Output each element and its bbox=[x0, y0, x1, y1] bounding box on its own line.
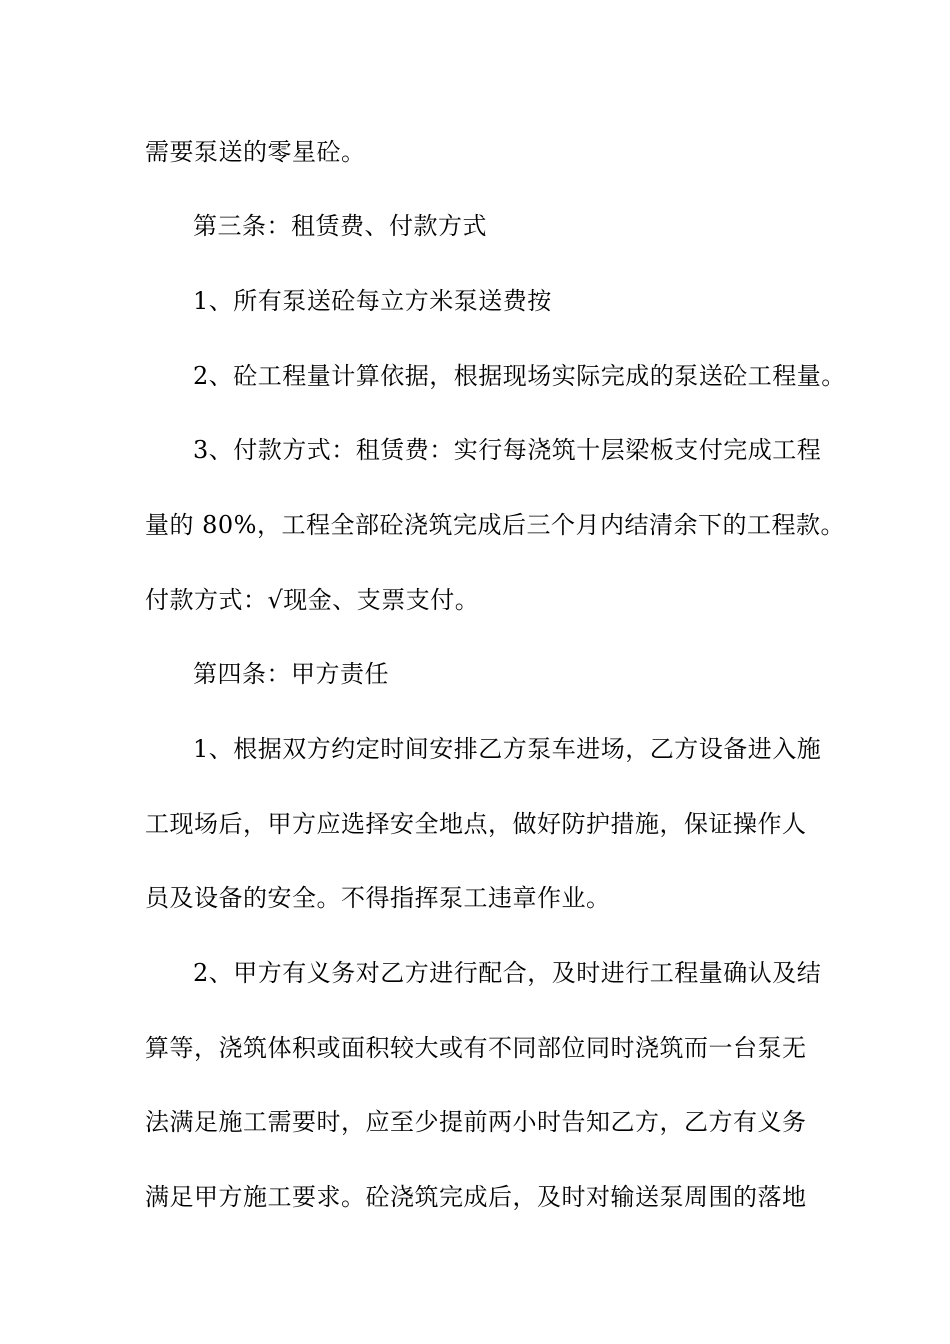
paragraph-line: 算等，浇筑体积或面积较大或有不同部位同时浇筑而一台泵无 bbox=[145, 1034, 807, 1062]
section-heading-article-3: 第三条：租赁费、付款方式 bbox=[193, 212, 487, 240]
paragraph-line: 1、根据双方约定时间安排乙方泵车进场，乙方设备进入施 bbox=[193, 735, 822, 763]
paragraph-line: 员及设备的安全。不得指挥泵工违章作业。 bbox=[145, 884, 611, 912]
paragraph-line: 量的 80%，工程全部砼浇筑完成后三个月内结清余下的工程款。 bbox=[145, 511, 845, 539]
section-heading-article-4: 第四条：甲方责任 bbox=[193, 660, 389, 688]
paragraph-line: 3、付款方式：租赁费：实行每浇筑十层梁板支付完成工程 bbox=[193, 436, 822, 464]
paragraph-line: 付款方式：√现金、支票支付。 bbox=[145, 586, 480, 614]
paragraph-line: 工现场后，甲方应选择安全地点，做好防护措施，保证操作人 bbox=[145, 810, 807, 838]
paragraph-line: 1、所有泵送砼每立方米泵送费按 bbox=[193, 287, 552, 315]
paragraph-line: 需要泵送的零星砼。 bbox=[145, 138, 366, 166]
paragraph-line: 2、砼工程量计算依据，根据现场实际完成的泵送砼工程量。 bbox=[193, 362, 846, 390]
paragraph-line: 满足甲方施工要求。砼浇筑完成后，及时对输送泵周围的落地 bbox=[145, 1183, 807, 1211]
paragraph-line: 法满足施工需要时，应至少提前两小时告知乙方，乙方有义务 bbox=[145, 1108, 807, 1136]
paragraph-line: 2、甲方有义务对乙方进行配合，及时进行工程量确认及结 bbox=[193, 959, 822, 987]
